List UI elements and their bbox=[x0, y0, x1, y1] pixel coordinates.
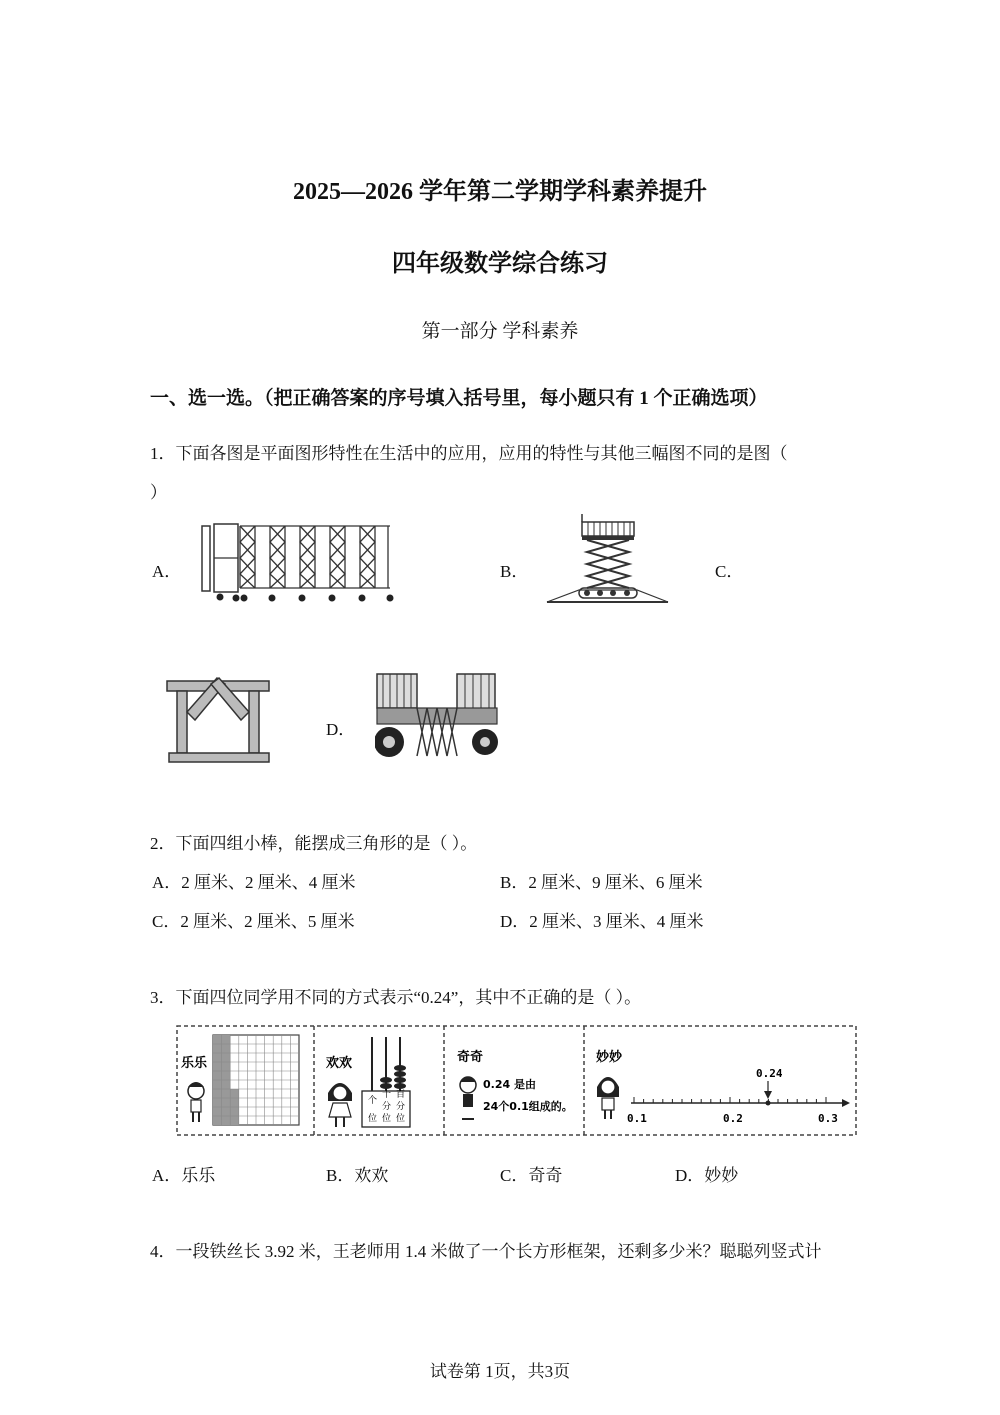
tick-label-2: 0.3 bbox=[818, 1112, 838, 1125]
scissor-lift-figure bbox=[545, 512, 670, 604]
qiqi-avatar bbox=[460, 1077, 476, 1120]
q3-option-c: C．奇奇 bbox=[500, 1166, 563, 1185]
abacus bbox=[362, 1037, 410, 1127]
number-line bbox=[627, 1067, 850, 1125]
question-3-stem: 3．下面四位同学用不同的方式表示“0.24”，其中不正确的是（ ）。 bbox=[150, 988, 642, 1007]
qiqi-name: 奇奇 bbox=[457, 1050, 484, 1065]
svg-text:百: 百 bbox=[396, 1090, 406, 1100]
svg-text:位: 位 bbox=[382, 1114, 392, 1124]
q1-option-b-label: B． bbox=[500, 562, 529, 581]
svg-text:位: 位 bbox=[396, 1114, 406, 1124]
huanhuan-name: 欢欢 bbox=[326, 1056, 353, 1071]
qiqi-statement-line2: 24个0.1组成的。 bbox=[483, 1100, 573, 1113]
q2-option-b: B．2 厘米、9 厘米、6 厘米 bbox=[500, 873, 703, 892]
page-footer: 试卷第 1页，共3页 bbox=[429, 1362, 571, 1381]
retractable-gate-figure bbox=[200, 520, 400, 605]
huanhuan-avatar bbox=[328, 1083, 352, 1127]
part-heading: 第一部分 学科素养 bbox=[421, 321, 579, 342]
svg-text:分: 分 bbox=[382, 1102, 392, 1112]
tick-label-0: 0.1 bbox=[627, 1112, 647, 1125]
q1-option-a-label: A． bbox=[152, 562, 182, 581]
q2-option-a: A．2 厘米、2 厘米、4 厘米 bbox=[152, 873, 356, 892]
q2-option-d: D．2 厘米、3 厘米、4 厘米 bbox=[500, 912, 704, 931]
miaomiao-name: 妙妙 bbox=[596, 1050, 623, 1065]
truck-lift-figure bbox=[375, 672, 498, 762]
tick-label-1: 0.2 bbox=[723, 1112, 743, 1125]
question-1-stem: 1．下面各图是平面图形特性在生活中的应用，应用的特性与其他三幅图不同的是图（ bbox=[150, 444, 788, 463]
braced-frame-figure bbox=[165, 672, 273, 764]
question-2-stem: 2．下面四组小棒，能摆成三角形的是（ ）。 bbox=[150, 834, 478, 853]
exam-subtitle: 四年级数学综合练习 bbox=[392, 251, 608, 277]
q2-option-c: C．2 厘米、2 厘米、5 厘米 bbox=[152, 912, 355, 931]
question-4-stem: 4．一段铁丝长 3.92 米，王老师用 1.4 米做了一个长方形框架，还剩多少米？聪聪列竖式计 bbox=[150, 1242, 822, 1261]
lele-name: 乐乐 bbox=[181, 1056, 208, 1071]
section-heading: 一、选一选。（把正确答案的序号填入括号里，每小题只有 1 个正确选项） bbox=[150, 388, 768, 409]
lele-avatar bbox=[188, 1082, 204, 1122]
svg-text:位: 位 bbox=[368, 1114, 378, 1124]
svg-text:个: 个 bbox=[368, 1096, 378, 1106]
q1-option-c-label: C． bbox=[715, 562, 744, 581]
q1-option-d-label: D． bbox=[326, 720, 356, 739]
svg-text:分: 分 bbox=[396, 1102, 406, 1112]
qiqi-statement-line1: 0.24 是由 bbox=[483, 1078, 536, 1091]
exam-title: 2025—2026 学年第二学期学科素养提升 bbox=[293, 179, 707, 205]
question-1-stem-end: ） bbox=[150, 483, 167, 502]
svg-text:十: 十 bbox=[382, 1090, 392, 1100]
q3-option-a: A．乐乐 bbox=[152, 1166, 216, 1185]
representation-panels-figure bbox=[176, 1025, 858, 1137]
hundred-grid bbox=[213, 1035, 299, 1125]
q3-option-b: B．欢欢 bbox=[326, 1166, 389, 1185]
number-line-mark-label: 0.24 bbox=[756, 1067, 783, 1080]
q3-option-d: D．妙妙 bbox=[675, 1166, 739, 1185]
miaomiao-avatar bbox=[597, 1077, 619, 1119]
